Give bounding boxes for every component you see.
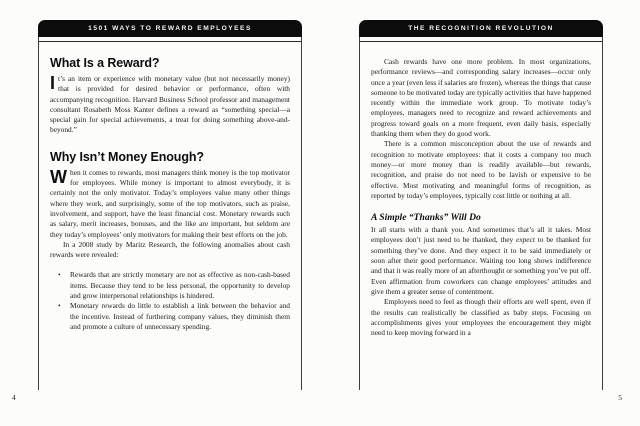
paragraph-money-enough [50,168,290,240]
left-header-rule [39,41,301,42]
paragraph-text: hen it comes to rewards, most managers think money is the top motivator for employees. While money is important to almost everybody, it is certainly not the only motivator. Today’s employees value many other things where they work, and surprisingly, some of the top motivators, such as praise, involvement, and support, have the least financial cost. Monetary rewards such as salary, merit increases, bonuses, and the like are important, but seldom are they today’s employees’ only motivators for making their best efforts on the job. [50,167,290,239]
bullet-icon: • [58,301,61,311]
right-running-head [359,20,603,37]
heading-what-is-a-reward: What Is a Reward? [50,56,160,70]
left-running-head-title: 1501 WAYS TO REWARD EMPLOYEES [88,25,252,32]
paragraph-text: It all starts with a thank you. And sometimes that’s all it takes. Most employees don’t just need to be thanked, they [371,225,591,245]
paragraph-maritz-study: In a 2008 study by Maritz Research, the following anomalies about cash rewards were revealed: [50,239,290,260]
right-page-content [360,57,602,338]
left-running-head [38,20,302,37]
bullet-item-text: Rewards that are strictly monetary are not as effective as non-cash-based items. Because they tend to be less personal, the opportunity to develop and grow interpersonal relationships is hindered. [70,270,290,301]
bullet-item [50,301,290,332]
bullet-item [50,270,290,301]
left-page [12,20,302,402]
drop-cap-i: I [50,73,56,93]
page-number-right: 5 [618,393,622,402]
bullet-item-text: Monetary rewards do little to establish a link between the behavior and the incentive. Instead of furthering company values, they diminish them and promote a culture of unnecessary spending. [70,301,290,331]
paragraph-cash-rewards: Cash rewards have one more problem. In most organizations, performance reviews—and corresponding salary increases—occur only once a year (even less if salaries are frozen), whereas the things that cause someone to be motivated today are typically activities that have happened recently within the immediate work group. To motivate today’s employees, managers need to recognize and reward achievements and progress toward goals on a more frequent, even daily basis, especially thanking them when they do good work. [371,57,591,139]
subheading-simple-thanks: A Simple “Thanks” Will Do [371,212,481,224]
right-page-body [359,37,603,390]
bullet-list [50,270,290,332]
paragraph-text: t’s an item or experience with monetary value (but not necessarily money) that is provided for desired behavior or performance, often with accompanying recognition. Harvard Business School professor and management consultant Rosabeth Moss Kanter defines a reward as “something special—a special gain for special achievements, a treat for doing something above-and-beyond.” [50,74,290,135]
paragraph-text: to be thanked for something they’ve done. And they expect it to be said immediately or soon after their good performance. Waiting too long shows indifference and that it was really more of an afterthought or something you’ve put off. Even affirmation from coworkers can change employees’ attitudes and give them a greater sense of contentment. [371,235,591,296]
paragraph-thank-you [371,225,591,297]
right-page [359,20,622,402]
paragraph-efforts-well-spent: Employees need to feel as though their efforts are well spent, even if the results can realistically be classified as baby steps. Focusing on accomplishments gives your employees the encouragement they might need to keep moving forward in a [371,297,591,338]
paragraph-misconception: There is a common misconception about the use of rewards and recognition to motivate employees: that it costs a company too much money—or more money than is readily available—but rewards, recognition, and praise do not need to be lavish or expensive to be effective. Most motivating and meaningful forms of recognition, as reported by today’s employees, typically cost little or nothing at all. [371,139,591,200]
drop-cap-w: W [50,166,67,187]
right-running-head-title: THE RECOGNITION REVOLUTION [408,25,554,32]
left-page-body [38,37,302,390]
heading-why-isnt-money-enough: Why Isn’t Money Enough? [50,149,204,164]
page-number-left: 4 [12,393,16,402]
emphasized-word: expect [516,235,535,245]
right-header-rule [360,41,602,42]
left-page-content [39,56,301,332]
bullet-icon: • [58,270,61,280]
paragraph-what-is-a-reward [50,74,290,136]
